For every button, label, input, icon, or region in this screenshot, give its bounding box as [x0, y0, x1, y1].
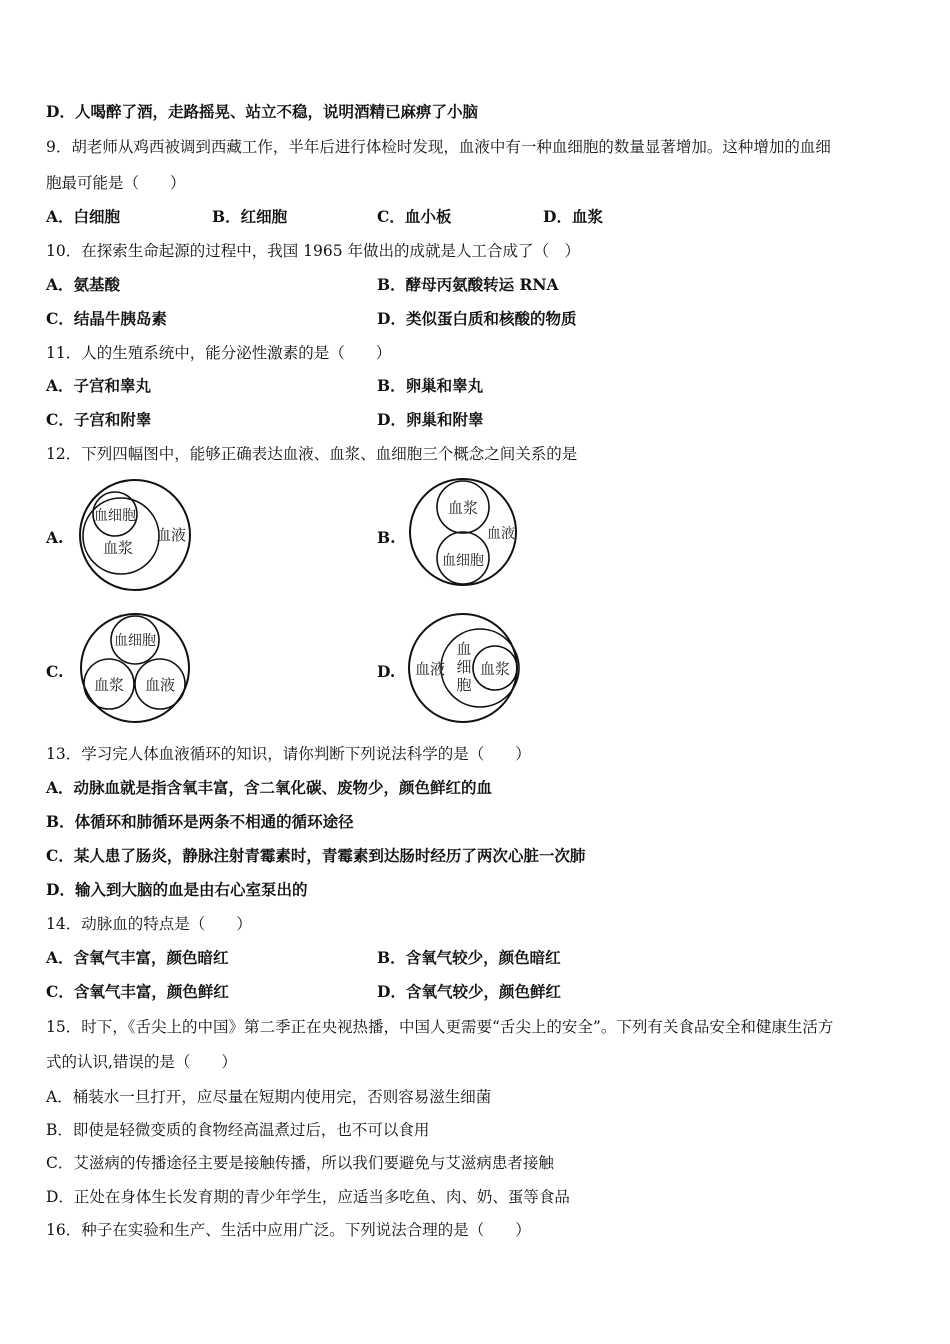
q15-option-d[interactable]: D．正处在身体生长发育期的青少年学生，应适当多吃鱼、肉、奶、蛋等食品 [46, 1188, 570, 1206]
diagram-c-blood: 血液 [144, 676, 176, 694]
q12-option-b-label[interactable]: B. [377, 528, 396, 547]
q15-stem-line1: 15．时下，《舌尖上的中国》第二季正在央视热播，中国人更需要“舌尖上的安全”。下列有关食品安全和健康生活方 [46, 1018, 834, 1036]
q12-diagram-c[interactable] [78, 612, 193, 724]
q14-stem: 14．动脉血的特点是（ ） [46, 915, 252, 933]
q11-option-b[interactable]: B．卵巢和睾丸 [377, 376, 484, 395]
diagram-d-cells-1: 血 [456, 640, 472, 658]
q9-stem-line1: 9．胡老师从鸡西被调到西藏工作，半年后进行体检时发现，血液中有一种血细胞的数量显著增加。这种增加的血细 [46, 138, 831, 156]
q9-option-b[interactable]: B．红细胞 [212, 207, 288, 226]
diagram-b-blood: 血液 [487, 526, 515, 542]
diagram-d-plasma: 血浆 [479, 660, 511, 678]
q10-option-c[interactable]: C．结晶牛胰岛素 [46, 309, 167, 328]
diagram-a-blood: 血液 [155, 526, 187, 544]
q12-diagram-b[interactable] [406, 478, 521, 588]
q12-option-d-label[interactable]: D. [377, 662, 396, 681]
diagram-d-cells-3: 胞 [456, 676, 472, 694]
q14-option-b[interactable]: B．含氧气较少，颜色暗红 [377, 948, 561, 967]
q15-option-a[interactable]: A．桶装水一旦打开，应尽量在短期内使用完，否则容易滋生细菌 [46, 1088, 492, 1106]
q13-option-a[interactable]: A．动脉血就是指含氧丰富，含二氧化碳、废物少，颜色鲜红的血 [46, 778, 493, 797]
q9-option-d[interactable]: D．血浆 [543, 207, 603, 226]
q11-stem: 11．人的生殖系统中，能分泌性激素的是（ ） [46, 344, 392, 362]
q9-option-c[interactable]: C．血小板 [377, 207, 452, 226]
q12-option-c-label[interactable]: C. [46, 662, 64, 681]
diagram-b-cells: 血细胞 [442, 553, 484, 569]
q11-option-a[interactable]: A．子宫和睾丸 [46, 376, 152, 395]
diagram-a-cells: 血细胞 [94, 508, 136, 524]
q10-stem: 10．在探索生命起源的过程中，我国 1965 年做出的成就是人工合成了（ ） [46, 242, 581, 260]
q10-option-a[interactable]: A．氨基酸 [46, 275, 121, 294]
q12-diagram-d[interactable] [406, 612, 521, 724]
diagram-c-cells: 血细胞 [114, 633, 156, 649]
q13-option-c[interactable]: C．某人患了肠炎，静脉注射青霉素时，青霉素到达肠时经历了两次心脏一次肺 [46, 846, 586, 865]
diagram-a-plasma: 血浆 [102, 539, 134, 557]
q14-option-c[interactable]: C．含氧气丰富，颜色鲜红 [46, 982, 229, 1001]
q15-option-b[interactable]: B．即使是轻微变质的食物经高温煮过后，也不可以食用 [46, 1121, 430, 1139]
q13-stem: 13．学习完人体血液循环的知识，请你判断下列说法科学的是（ ） [46, 745, 531, 763]
q12-diagram-a[interactable] [78, 478, 193, 593]
q14-option-d[interactable]: D．含氧气较少，颜色鲜红 [377, 982, 561, 1001]
q13-option-d[interactable]: D．输入到大脑的血是由右心室泵出的 [46, 880, 308, 899]
q9-stem-line2: 胞最可能是（ ） [46, 174, 186, 192]
q15-option-c[interactable]: C．艾滋病的传播途径主要是接触传播，所以我们要避免与艾滋病患者接触 [46, 1154, 554, 1172]
q14-option-a[interactable]: A．含氧气丰富，颜色暗红 [46, 948, 229, 967]
diagram-b-plasma: 血浆 [447, 499, 479, 517]
q10-option-b[interactable]: B．酵母丙氨酸转运 RNA [377, 275, 559, 294]
q11-option-c[interactable]: C．子宫和附睾 [46, 410, 152, 429]
q11-option-d[interactable]: D．卵巢和附睾 [377, 410, 484, 429]
q16-stem: 16．种子在实验和生产、生活中应用广泛。下列说法合理的是（ ） [46, 1221, 531, 1239]
q12-option-a-label[interactable]: A. [46, 528, 64, 547]
q13-option-b[interactable]: B．体循环和肺循环是两条不相通的循环途径 [46, 812, 354, 831]
q12-stem: 12．下列四幅图中，能够正确表达血液、血浆、血细胞三个概念之间关系的是 [46, 445, 578, 463]
diagram-c-plasma: 血浆 [93, 676, 125, 694]
diagram-d-cells-2: 细 [456, 658, 472, 676]
q15-stem-line2: 式的认识,错误的是（ ） [46, 1053, 237, 1071]
q10-option-d[interactable]: D．类似蛋白质和核酸的物质 [377, 309, 577, 328]
q8-option-d: D．人喝醉了酒，走路摇晃、站立不稳，说明酒精已麻痹了小脑 [46, 102, 478, 121]
diagram-d-blood: 血液 [414, 660, 446, 678]
q9-option-a[interactable]: A．白细胞 [46, 207, 121, 226]
